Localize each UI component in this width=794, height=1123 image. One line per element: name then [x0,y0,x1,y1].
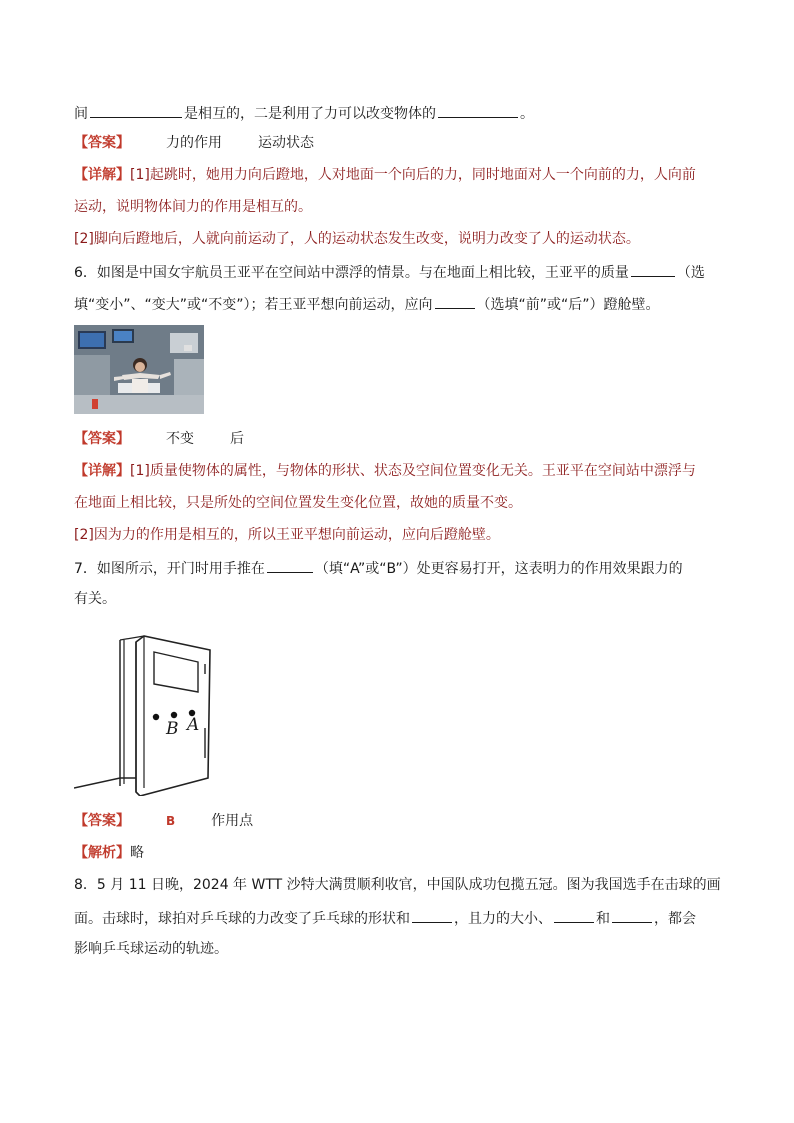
detail-text: [2]因为力的作用是相互的，所以王亚平想向前运动，应向后蹬舱壁。 [74,527,500,543]
q5-text: 间 [74,106,88,122]
answer-value: 后 [230,431,244,447]
q8-text: ，且力的大小、 [454,911,552,927]
q8-text: 影响乒乓球运动的轨迹。 [74,941,228,957]
answer-value: 运动状态 [258,135,314,151]
q5-text: 。 [520,106,534,122]
point-label-a: A [187,715,200,735]
q6-detail-line-1 [74,461,696,481]
q7-text: 有关。 [74,591,116,607]
answer-value: 力的作用 [166,135,222,151]
q6-text: （选填“前”或“后”）蹬舱壁。 [476,297,660,313]
q6-detail-line-2 [74,493,522,513]
q5-detail-line-1 [74,165,696,185]
door-drawing [74,628,224,796]
q6-blank-2 [435,293,475,309]
q8-line-2 [74,907,696,929]
astronaut-photo-drawing [74,325,204,414]
detail-text: 运动，说明物体间力的作用是相互的。 [74,199,312,215]
q6-text: 填“变小”、“变大”或“不变”）；若王亚平想向前运动，应向 [74,297,433,313]
detail-tag: 【详解】 [74,463,130,479]
q5-detail-line-3 [74,229,640,249]
detail-text: [1]起跳时，她用力向后蹬地，人对地面一个向后的力，同时地面对人一个向前的力，人向前 [130,167,696,183]
detail-text: [2]脚向后蹬地后，人就向前运动了，人的运动状态发生改变，说明力改变了人的运动状态。 [74,231,640,247]
q8-text: 面。击球时，球拍对乒乓球的力改变了乒乓球的形状和 [74,911,410,927]
q8-text: 和 [596,911,610,927]
q5-answer-line [74,133,314,153]
q5-blank-1 [90,102,182,118]
q8-blank-3 [612,907,652,923]
answer-tag: 【答案】 [74,813,130,829]
q6-answer-line [74,429,244,449]
answer-tag: 【答案】 [74,431,130,447]
q6-text: （选 [676,265,705,281]
q8-blank-2 [554,907,594,923]
q6-blank-1 [631,261,675,277]
q8-line-3 [74,939,228,959]
q5-line-a [74,102,534,124]
q7-analysis-line [74,843,144,863]
q6-text: 6．如图是中国女宇航员王亚平在空间站中漂浮的情景。与在地面上相比较，王亚平的质量 [74,265,629,281]
answer-value: B [166,814,176,828]
detail-tag: 【详解】 [74,167,130,183]
q7-blank-1 [267,557,313,573]
q5-blank-2 [438,102,518,118]
q5-text: 是相互的，二是利用了力可以改变物体的 [184,106,436,122]
answer-value: 不变 [166,431,194,447]
analysis-text: 略 [130,845,144,861]
q8-text: ，都会 [654,911,696,927]
q6-detail-line-3 [74,525,500,545]
q7-line-1 [74,557,683,579]
q8-blank-1 [412,907,452,923]
q5-detail-line-2 [74,197,312,217]
analysis-tag: 【解析】 [74,845,130,861]
q6-line-2 [74,293,660,315]
q7-text: （填“A”或“B”）处更容易打开，这表明力的作用效果跟力的 [314,561,683,577]
q7-text: 7．如图所示，开门时用手推在 [74,561,265,577]
detail-text: [1]质量使物体的属性，与物体的形状、状态及空间位置变化无关。王亚平在空间站中漂浮与 [130,463,696,479]
q6-line-1 [74,261,705,283]
door-diagram [74,628,224,796]
answer-value: 作用点 [211,813,254,829]
q8-text: 8．5 月 11 日晚，2024 年 WTT 沙特大满贯顺利收官，中国队成功包揽五冠。图为我国选手在击球的画 [74,877,721,893]
point-label-b: B [166,719,179,739]
q7-answer-line [74,811,253,831]
detail-text: 在地面上相比较，只是所处的空间位置发生变化位置，故她的质量不变。 [74,495,522,511]
answer-tag: 【答案】 [74,135,130,151]
q8-line-1 [74,875,721,895]
q7-line-2 [74,589,116,609]
astronaut-photo [74,325,204,414]
